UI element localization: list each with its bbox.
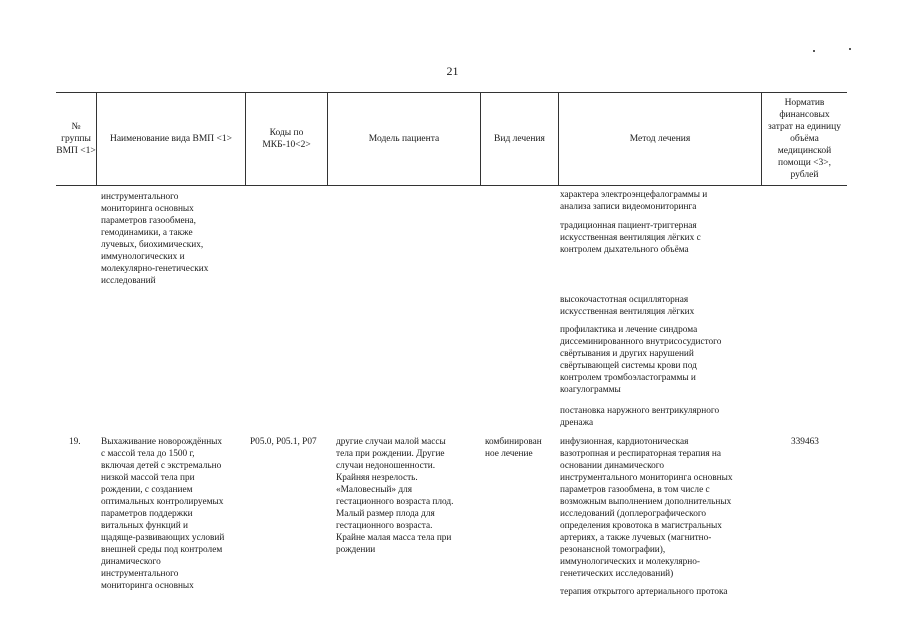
row-treatment-type: комбинирован ное лечение [485, 437, 542, 459]
header-icd-codes: Коды по МКБ-10<2> [262, 128, 311, 150]
header-treatment-type: Вид лечения [494, 134, 545, 144]
header-cost-norm: Норматив финансовых затрат на единицу объёма медицинской помощи <3>, рублей [768, 98, 841, 180]
row-cost-norm: 339463 [791, 437, 819, 447]
method-item: профилактика и лечение синдрома диссеминированного внутрисосудистого свёртывания и других нарушений свёртывающей системы крови под контролем тромбоэластограммы и коагулограммы [560, 325, 722, 395]
scan-speck [813, 50, 815, 52]
method-item: традиционная пациент-триггерная искусственная вентиляция лёгких с контролем дыхательного объёма [560, 221, 701, 255]
continued-vmp-name: инструментального мониторинга основных параметров газообмена, гемодинамики, а также лучевых, биохимических, иммунологических и молекулярно-генетических исследований [101, 192, 209, 286]
header-patient-model: Модель пациента [368, 134, 440, 144]
row-vmp-name: Выхаживание новорождённых с массой тела до 1500 г, включая детей с экстремально низкой массой тела при рождении, с созданием оптимальных контролируемых параметров поддержки витальных функций и щадяще-развивающих условий внешней среды под контролем динамического инструментального мониторинга основных [101, 437, 225, 591]
header-treatment-method: Метод лечения [629, 134, 691, 144]
row-group-number: 19. [69, 437, 81, 447]
method-item: характера электроэнцефалограммы и анализа записи видеомониторинга [560, 190, 708, 212]
row-icd-codes: P05.0, P05.1, P07 [250, 437, 317, 447]
page-number: 21 [446, 64, 459, 78]
header-group-number: № группы ВМП <1> [56, 122, 96, 156]
row-patient-model: другие случаи малой массы тела при рождении. Другие случаи недоношенности. Крайняя незрелость. «Маловесный» для гестационного возраста плод. Малый размер плода для гестационного возраста. Крайне малая масса тела при рождении [336, 437, 454, 555]
method-item: инфузионная, кардиотоническая вазотропная и респираторная терапия на основании динамического инструментального мониторинга основных параметров газообмена, в том числе с возможным выполнением дополнительных исследований (доплерографического определения кровотока в магистральных артериях, а также лучевых (магнитно- резонансной томографии), иммунологических и молекулярно- генетических исследований) [560, 437, 733, 579]
method-item: высокочастотная осцилляторная искусственная вентиляция лёгких [560, 295, 695, 317]
scan-speck [849, 48, 851, 50]
header-vmp-name: Наименование вида ВМП <1> [109, 134, 233, 144]
table-header [56, 92, 847, 186]
method-item: постановка наружного вентрикулярного дренажа [560, 406, 720, 428]
method-item: терапия открытого артериального протока [560, 587, 728, 597]
